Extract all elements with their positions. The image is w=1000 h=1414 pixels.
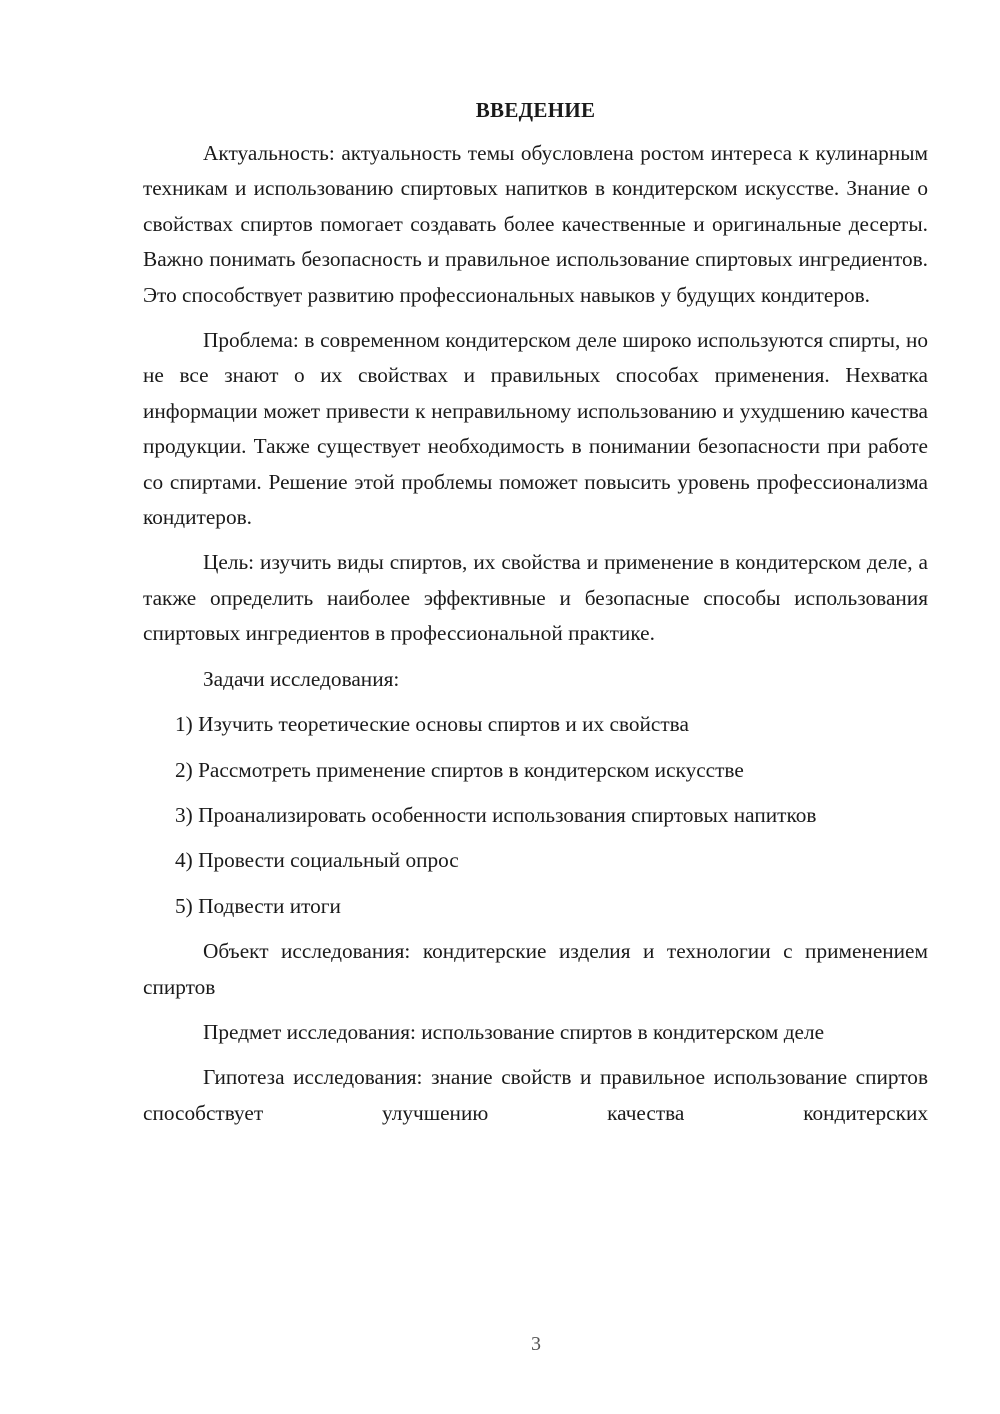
subject-paragraph: Предмет исследования: использование спиртов в кондитерском деле [203,1019,825,1044]
task-item-1: 1) Изучить теоретические основы спиртов и их свойства [175,712,689,737]
task-item-5: 5) Подвести итоги [175,893,341,918]
document-page [143,92,928,1141]
page-number: 3 [531,1333,541,1355]
hypothesis-paragraph: Гипотеза исследования: знание свойств и правильное использование спиртов способствует улучшению качества кондитерских [143,1065,928,1125]
page-title: ВВЕДЕНИЕ [475,98,596,122]
task-item-3: 3) Проанализировать особенности использования спиртовых напитков [175,802,817,827]
task-item-4: 4) Провести социальный опрос [175,848,459,873]
relevance-paragraph: Актуальность: актуальность темы обусловлена ростом интереса к кулинарным техникам и использованию спиртовых напитков в кондитерском искусстве. Знание о свойствах спиртов помогает создавать более качественные и оригинальные десерты. Важно понимать безопасность и правильное использование спиртовых ингредиентов. Это способствует развитию профессиональных навыков у будущих кондитеров. [143,141,928,307]
task-item-2: 2) Рассмотреть применение спиртов в кондитерском искусстве [175,757,744,782]
goal-paragraph: Цель: изучить виды спиртов, их свойства и применение в кондитерском деле, а также определить наиболее эффективные и безопасные способы использования спиртовых ингредиентов в профессиональной практике. [143,550,928,646]
object-paragraph: Объект исследования: кондитерские изделия и технологии с применением спиртов [143,939,928,999]
problem-paragraph: Проблема: в современном кондитерском деле широко используются спирты, но не все знают о их свойствах и правильных способах применения. Нехватка информации может привести к неправильному использованию и ухудшению качества продукции. Также существует необходимость в понимании безопасности при работе со спиртами. Решение этой проблемы поможет повысить уровень профессионализма кондитеров. [143,328,928,530]
tasks-heading: Задачи исследования: [203,666,400,691]
